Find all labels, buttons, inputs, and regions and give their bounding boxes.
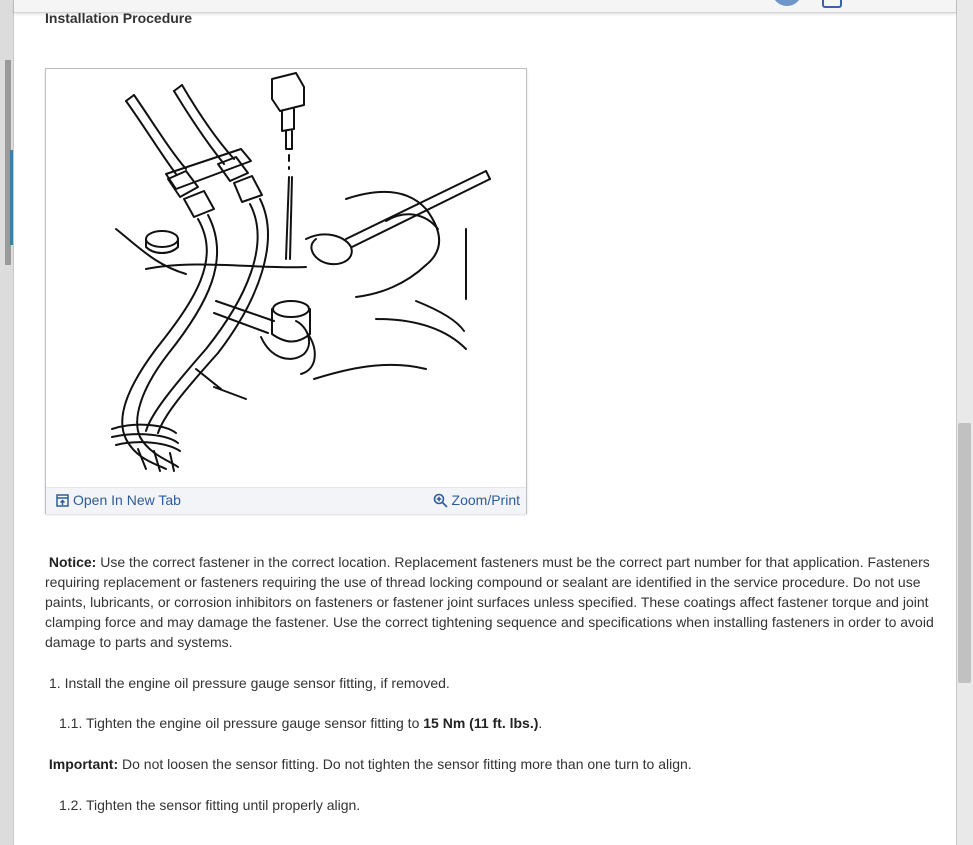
open-in-new-tab-icon (56, 494, 69, 507)
zoom-print-link[interactable] (433, 492, 520, 508)
open-in-new-tab-label: Open In New Tab (73, 492, 181, 508)
notice-paragraph (45, 552, 945, 652)
important-paragraph (45, 754, 945, 774)
step-1-1-prefix: 1.1. Tighten the engine oil pressure gauge sensor fitting to (59, 715, 424, 731)
left-edge-strip (0, 0, 13, 845)
figure-action-bar (46, 487, 526, 514)
section-heading: Installation Procedure (45, 10, 193, 26)
step-1-1 (59, 713, 959, 733)
step-1-1-suffix: . (538, 715, 543, 731)
vertical-scrollbar[interactable] (957, 0, 973, 845)
step-1: 1. Install the engine oil pressure gauge sensor fitting, if removed. (49, 675, 450, 691)
open-in-new-tab-link[interactable] (56, 492, 181, 508)
scrollbar-thumb[interactable] (958, 423, 971, 683)
important-label: Important: (48, 756, 119, 772)
important-text: Do not loosen the sensor fitting. Do not tighten the sensor fitting more than one turn to align. (118, 756, 692, 772)
sensor-fitting-illustration (46, 69, 526, 487)
step-1-2: 1.2. Tighten the sensor fitting until properly align. (59, 797, 361, 813)
toolbar-document-icon[interactable] (822, 0, 842, 8)
zoom-icon (433, 493, 448, 508)
step-1-1-torque-spec: 15 Nm (11 ft. lbs.) (423, 715, 539, 731)
toolbar-round-button[interactable] (772, 0, 802, 6)
content-panel (13, 0, 957, 845)
notice-label: Notice: (48, 554, 97, 570)
zoom-print-label: Zoom/Print (451, 492, 520, 508)
figure-container (45, 68, 527, 514)
notice-text: Use the correct fastener in the correct location. Replacement fasteners must be the correct part number for that application. Fasteners requiring replacement or fasteners requiring the use of thread locking compound or sealant are identified in the service procedure. Do not use paints, lubricants, or corrosion inhibitors on fasteners or fastener joint surfaces unless specified. These coatings affect fastener torque and joint clamping force and may damage the fastener. Use the correct tightening sequence and specifications when installing fasteners in order to avoid damage to parts and systems. (45, 554, 934, 650)
